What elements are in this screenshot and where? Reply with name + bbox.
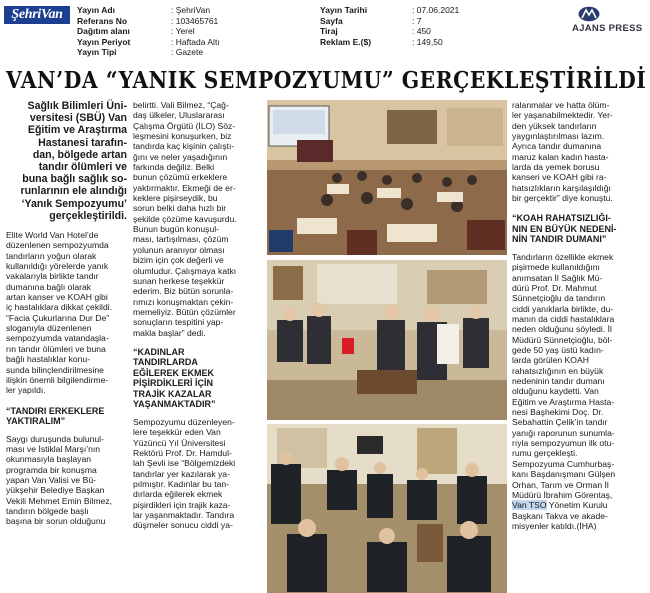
meta-value: : ŞehriVan	[171, 5, 211, 15]
text-line: ederim. Biz bütün sorunla-	[133, 286, 234, 297]
text-line: ması ve İstiklal Marşı’nın	[6, 443, 101, 454]
photo-officials-seated	[267, 260, 507, 420]
text-line: gerçekleştirildi.	[49, 209, 127, 222]
text-line: ğını ve neler yaşadığının	[133, 151, 228, 162]
text-line: NİN TANDIR DUMANI”	[512, 234, 607, 245]
text-line: keklere pişirseydik, bu	[133, 193, 218, 204]
photo-audience	[267, 424, 507, 593]
meta-row	[77, 37, 220, 48]
text-line: sloganıyla düzenlenen	[6, 323, 92, 334]
subheading-kadinlar-tandirlarda	[133, 347, 261, 410]
text-line: yaygınlaştırılması lazım.	[512, 131, 605, 142]
text-line: Rektörü Prof. Dr. Hamdul-	[133, 447, 232, 458]
text-line: sunda bilinçlendirilmesine	[6, 364, 104, 375]
text-line: leşmesini konuşurken, biz	[133, 131, 232, 142]
text-line: Tandırların özellikle ekmek	[512, 251, 614, 262]
article-title: VAN’DA “YANIK SEMPOZYUMU” GERÇEKLEŞTİRİLDİ	[6, 67, 647, 94]
column-2-body-2	[133, 417, 261, 531]
text-line: Elite World Van Hotel’de	[6, 230, 99, 241]
text-line: “Facia Çukurlarına Dur De”	[6, 312, 110, 323]
text-line: den yüksek tandırların	[512, 120, 597, 131]
text-line: programda bir konuşma	[6, 464, 97, 475]
text-line: Sempozyuma Cumhurbaş-	[512, 458, 615, 469]
text-line: “TANDIRI ERKEKLERE	[6, 405, 105, 416]
subheading-tandiri-erkeklere	[6, 406, 127, 427]
meta-left	[77, 5, 220, 58]
meta-right	[320, 5, 459, 47]
article-lead	[6, 100, 127, 222]
ajans-press-logo-icon	[577, 6, 601, 22]
text-line: tandırda kaç kişinin çalıştı-	[133, 141, 235, 152]
text-line: şekilde çözüme kavuşurdu.	[133, 213, 237, 224]
text-line: ralanmalar ve hatta ölüm-	[512, 100, 610, 110]
text-line: “KOAH RAHATSIZLIĞI-	[512, 213, 611, 224]
column-4-hl-line: Van TSO Yönetim Kurulu	[512, 500, 608, 511]
meta-value: : 450	[412, 26, 431, 36]
text-line: Vekili Mehmet Emin Bilmez,	[6, 495, 113, 506]
meta-value: : 103465761	[171, 15, 219, 26]
text-line: dırlarda eğilerek ekmek	[133, 489, 223, 500]
column-4-body	[512, 100, 646, 203]
text-line: pılmıştır. Kadınlar bu tan-	[133, 478, 230, 489]
text-line: artan kanser ve KOAH gibi	[6, 292, 108, 303]
text-line: Yüzüncü Yıl Üniversitesi	[133, 437, 226, 448]
meta-value: : Gazete	[171, 47, 204, 57]
text-line: rumu gerçekleşti.	[512, 448, 578, 459]
highlighted-van-tso: Van TSO	[512, 500, 547, 511]
column-4-body-2	[512, 252, 646, 500]
text-line: lah Şevli ise “Bölgemizdeki	[133, 458, 236, 469]
column-2-body	[133, 100, 261, 338]
meta-row	[320, 37, 459, 48]
meta-label: Tiraj	[320, 26, 338, 36]
text-line: olumludur. Çalışmaya katkı	[133, 265, 237, 276]
text-line: buna bağlı sağlık so-	[22, 173, 127, 186]
text-line: larda da yemek borusu	[512, 162, 600, 173]
column-4	[512, 100, 646, 531]
text-line: gede 50 yaş üstü kadın-	[512, 345, 604, 356]
text-line: rahatsızlığının en büyük	[512, 365, 604, 376]
meta-row	[77, 5, 220, 16]
text-line: ciddi yanıklarla birlikte, du-	[512, 303, 614, 314]
text-line: manın da ciddi hastalıklara	[512, 314, 615, 324]
text-line: tandır ölümleri ve	[38, 161, 127, 174]
column-1	[6, 100, 127, 527]
text-line: ilişkin önemli bilgilendirme-	[6, 374, 109, 385]
text-line: daş ülkeler, Uluslararası	[133, 110, 225, 121]
agency-name: AJANS PRESS	[572, 23, 643, 34]
text-line: rıyla sempozyumun ilk otu-	[512, 438, 615, 449]
text-line: Sempozyumu düzenleyen-	[133, 416, 235, 427]
text-line: Saygı duruşunda bulunul-	[6, 433, 104, 444]
subheading-koah	[512, 213, 646, 245]
column-2	[133, 100, 261, 531]
text-line: ması, tartışılması, çözüm	[133, 234, 229, 245]
meta-value: : Haftada Altı	[171, 36, 220, 47]
text-line: hatsızlıkların karşılaşıldığı	[512, 182, 611, 193]
text-line: PİŞİRDİKLERİ İÇİN	[133, 378, 214, 389]
text-line: larda görülen KOAH	[512, 355, 589, 366]
meta-value: : 149,50	[412, 36, 443, 47]
text-line: tandırlar yer kazılarak ya-	[133, 468, 230, 479]
column-1-body-2	[6, 434, 127, 527]
text-line: ‘Yanık Sempozyumu’	[21, 197, 127, 210]
meta-row	[320, 26, 459, 37]
text-line: nedeninin tandır dumanı	[512, 376, 605, 387]
text-line: lere teşekkür eden Van	[133, 427, 221, 438]
meta-label: Yayın Periyot	[77, 36, 131, 47]
text-line: bir gerçektir” diye konuştu.	[512, 193, 613, 204]
clipping-header	[0, 0, 650, 64]
text-line: Bunun bugün konuşul-	[133, 224, 220, 235]
text-line: tandırın bölgede başlı	[6, 505, 89, 516]
text-line: “KADINLAR	[133, 346, 185, 357]
meta-label: Yayın Tarihi	[320, 5, 368, 15]
text-line: bunun çözümü erkeklere	[133, 172, 228, 183]
text-line: okunmasıyla başlayan	[6, 454, 92, 465]
text-line: belirtti. Vali Bilmez, “Çağ-	[133, 100, 229, 110]
text-line: olduğunu kaydetti. Van	[512, 386, 599, 397]
text-line: sempozyumda vatandaşla-	[6, 333, 109, 344]
text-line: makla başlar” dedi.	[133, 327, 206, 338]
text-line: sorun belki daha hızlı bir	[133, 203, 227, 214]
text-line: nesi Başhekimi Doç. Dr.	[512, 407, 604, 418]
text-line: Başkanı Takva ve akade-	[512, 510, 608, 521]
text-line: dan, bölgede artan	[32, 148, 127, 161]
text-line: Ayrıca tandır dumanına	[512, 141, 602, 152]
text-line: vakalarıyla birlikte tandır	[6, 271, 99, 282]
text-line: neden olduğunu söyledi. İl	[512, 324, 612, 335]
text-line: YAKTIRALIM”	[6, 416, 66, 427]
text-line: Çalışma Örgütü (İLO) Söz-	[133, 120, 236, 131]
meta-label: Yayın Tipi	[77, 47, 117, 57]
meta-value: : 7	[412, 15, 422, 26]
meta-value: : 07.06.2021	[412, 5, 460, 15]
text-line: Sağlık Bilimleri Üni-	[27, 100, 127, 112]
text-line: kanı Başdanışmanı Gülşen	[512, 469, 616, 480]
text-line: iç hastalıklara dikkat çekildi.	[6, 302, 113, 313]
meta-row	[320, 16, 459, 27]
text-line: Eğitim ve Araştırma	[27, 124, 127, 137]
text-line: maruz kalan kadın hasta-	[512, 151, 609, 162]
text-line: kanseri ve KOAH gibi ra-	[512, 172, 607, 183]
meta-label: Reklam E.($)	[320, 36, 372, 47]
text-line: TANDIRLARDA	[133, 357, 198, 368]
text-line: yaktırmaktır. Ekmeği de er-	[133, 182, 236, 193]
meta-row	[77, 26, 220, 37]
meta-label: Yayın Adı	[77, 5, 115, 15]
text-line: pişirmede kullanıldığını	[512, 262, 600, 273]
text-line: TRAJİK KAZALAR	[133, 388, 212, 399]
text-line: runlarının ele alındığı	[20, 185, 127, 198]
text-line: ler yapıldı.	[6, 385, 46, 396]
text-line: memeliyiz. Bütün çözümler	[133, 306, 236, 317]
text-line: NIN EN BÜYÜK NEDENİ-	[512, 223, 617, 234]
meta-value: : Yerel	[171, 26, 195, 36]
text-line: Müdürü Sünnetçioğlu, böl-	[512, 334, 613, 345]
text-line: başına bir sorun olduğunu	[6, 516, 106, 527]
text-line: yolunun aranıyor olması	[133, 244, 225, 255]
text-line: düzenlenen sempozyumda	[6, 240, 109, 251]
text-line: düşmeler sonucu ciddi ya-	[133, 520, 233, 531]
text-line: dürü Prof. Dr. Mahmut	[512, 282, 597, 293]
text-line: Eğitim ve Araştırma Hasta-	[512, 396, 615, 407]
text-line: EĞİLEREK EKMEK	[133, 367, 215, 378]
text-line: bizim için çok değerli ve	[133, 255, 224, 266]
text-line: dumanına bağlı olarak	[6, 281, 92, 292]
text-line: yanığı raporunun sunumla-	[512, 427, 615, 438]
text-line: ler yaşanabilmektedir. Yer-	[512, 110, 613, 121]
meta-row	[77, 16, 220, 27]
text-line: sunan herkese teşekkür	[133, 275, 225, 286]
text-line: Orhan, Tarım ve Orman İl	[512, 479, 609, 490]
column-1-body	[6, 230, 127, 396]
meta-row	[77, 47, 220, 58]
text-line: Hastanesi tarafın-	[38, 136, 127, 149]
text-line: pişirdikleri için trajik kaza-	[133, 499, 231, 510]
text-line: Sünnetçioğlu da tandırın	[512, 293, 606, 304]
meta-label: Referans No	[77, 15, 128, 26]
meta-label: Sayfa	[320, 15, 343, 26]
text-line: misyenler katıldı.(İHA)	[512, 520, 597, 531]
meta-row	[320, 5, 459, 16]
text-line: farkında değiliz. Belki	[133, 162, 215, 173]
text-line: Sebahattin Çelik’in tandır	[512, 417, 608, 428]
text-line: rımızı konuşmaktan çekin-	[133, 296, 234, 307]
text-line: Müdürü İbrahim Görentaş,	[512, 489, 613, 500]
text-line: bağlı hastalıklar konu-	[6, 354, 91, 365]
publication-logo: ŞehriVan	[4, 6, 70, 24]
text-line: anımsatan İl Sağlık Mü-	[512, 272, 603, 283]
text-line: lar yaşanmaktadır. Tandıra	[133, 510, 235, 520]
text-line: YAŞANMAKTADIR”	[133, 399, 216, 410]
text-line: yapan Van Valisi ve Bü-	[6, 474, 96, 485]
text-line: tandırların yoğun olarak	[6, 250, 97, 261]
text-line: yükşehir Belediye Başkan	[6, 485, 105, 496]
meta-label: Dağıtım alanı	[77, 26, 130, 36]
text-line: sonuçların tespitini yap-	[133, 317, 224, 328]
text-line: versitesi (SBÜ) Van	[29, 112, 127, 125]
photo-conference-hall	[267, 100, 507, 255]
column-4-end	[512, 511, 646, 532]
text-line: kullanıldığı yörelerde yanık	[6, 261, 109, 272]
text-line: rın tandır ölümleri ve buna	[6, 343, 106, 354]
